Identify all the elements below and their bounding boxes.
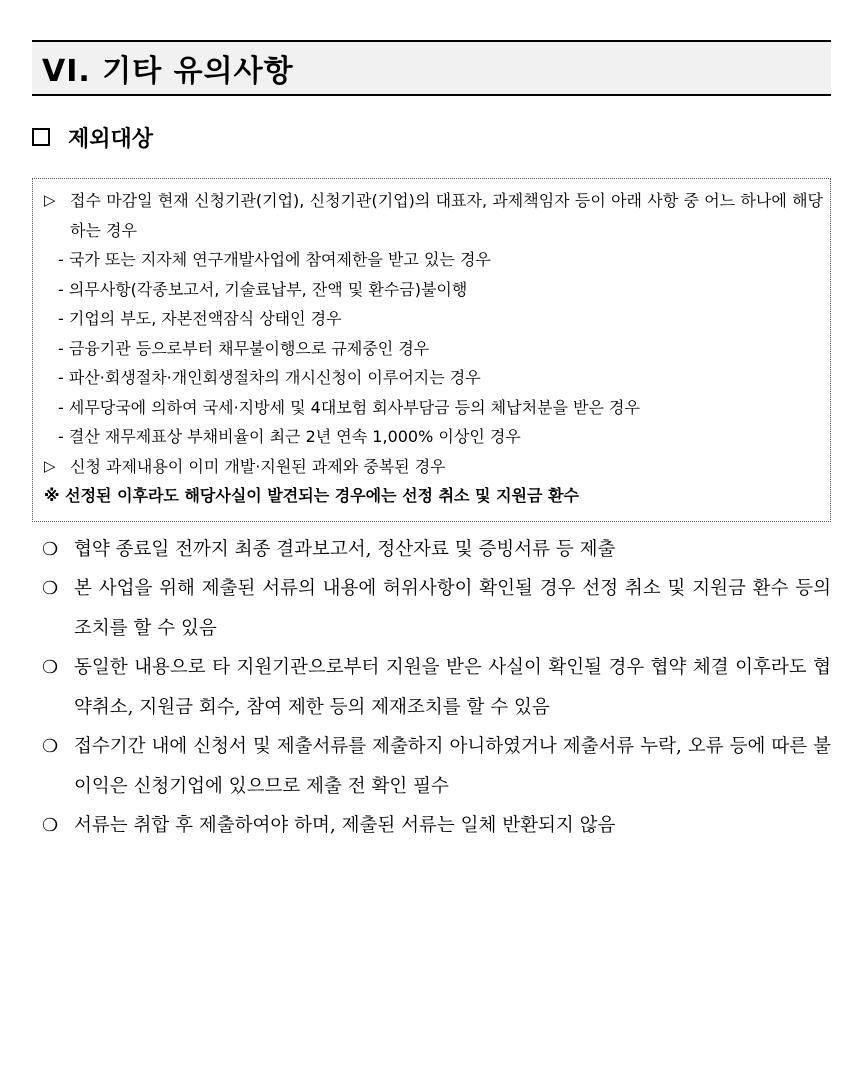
list-item [32, 648, 831, 727]
list-item [32, 530, 831, 570]
circle-bullet-icon: ❍ [42, 815, 59, 836]
list-item [32, 806, 831, 846]
circle-bullet-icon: ❍ [42, 657, 59, 678]
main-condition-row [44, 186, 823, 245]
list-item-text: 동일한 내용으로 타 지원기관으로부터 지원을 받은 사실이 확인될 경우 협약 체결 이후라도 협약취소, 지원금 회수, 참여 제한 등의 제재조치를 할 수 있음 [74, 657, 831, 718]
list-item-text: 본 사업을 위해 제출된 서류의 내용에 허위사항이 확인될 경우 선정 취소 및 지원금 환수 등의 조치를 할 수 있음 [74, 578, 831, 639]
list-item-text: 협약 종료일 전까지 최종 결과보고서, 정산자료 및 증빙서류 등 제출 [74, 538, 616, 560]
section-heading [32, 122, 831, 152]
second-condition-row [44, 452, 823, 482]
list-item-text: 접수기간 내에 신청서 및 제출서류를 제출하지 아니하였거나 제출서류 누락, 오류 등에 따른 불이익은 신청기업에 있으므로 제출 전 확인 필수 [74, 736, 831, 797]
document-page [32, 40, 831, 846]
triangle-icon: ▷ [44, 456, 56, 475]
chapter-title: VI. 기타 유의사항 [42, 54, 294, 89]
exclusion-item: - 기업의 부도, 자본전액잠식 상태인 경우 [58, 309, 342, 328]
section-title: 제외대상 [68, 125, 154, 152]
triangle-icon: ▷ [44, 191, 56, 209]
list-item [32, 569, 831, 648]
exclusion-note: ※ 선정된 이후라도 해당사실이 발견되는 경우에는 선정 취소 및 지원금 환수 [44, 486, 579, 505]
exclusion-item: - 파산·회생절차·개인회생절차의 개시신청이 이루어지는 경우 [58, 368, 481, 387]
circle-bullet-icon: ❍ [42, 736, 59, 757]
checkbox-icon [32, 128, 50, 146]
exclusion-item: - 세무당국에 의하여 국세·지방세 및 4대보험 회사부담금 등의 체납처분을 받은 경우 [58, 397, 640, 417]
exclusion-item: - 결산 재무제표상 부채비율이 최근 2년 연속 1,000% 이상인 경우 [58, 427, 521, 446]
list-item [32, 727, 831, 806]
exclusion-box [32, 178, 831, 522]
exclusion-item: - 국가 또는 지자체 연구개발사업에 참여제한을 받고 있는 경우 [58, 250, 491, 269]
circle-bullet-icon: ❍ [42, 538, 59, 560]
circle-bullet-icon: ❍ [42, 578, 59, 599]
exclusion-item: - 의무사항(각종보고서, 기술료납부, 잔액 및 환수금)불이행 [58, 279, 468, 299]
exclusion-item: - 금융기관 등으로부터 채무불이행으로 규제중인 경우 [58, 338, 430, 358]
chapter-title-bar [32, 40, 831, 96]
second-condition-text: 신청 과제내용이 이미 개발·지원된 과제와 중복된 경우 [70, 456, 446, 476]
list-item-text: 서류는 취합 후 제출하여야 하며, 제출된 서류는 일체 반환되지 않음 [74, 815, 616, 836]
main-condition-text: 접수 마감일 현재 신청기관(기업), 신청기관(기업)의 대표자, 과제책임자 등이 아래 사항 중 어느 하나에 해당하는 경우 [70, 191, 823, 240]
notice-list [32, 530, 831, 846]
